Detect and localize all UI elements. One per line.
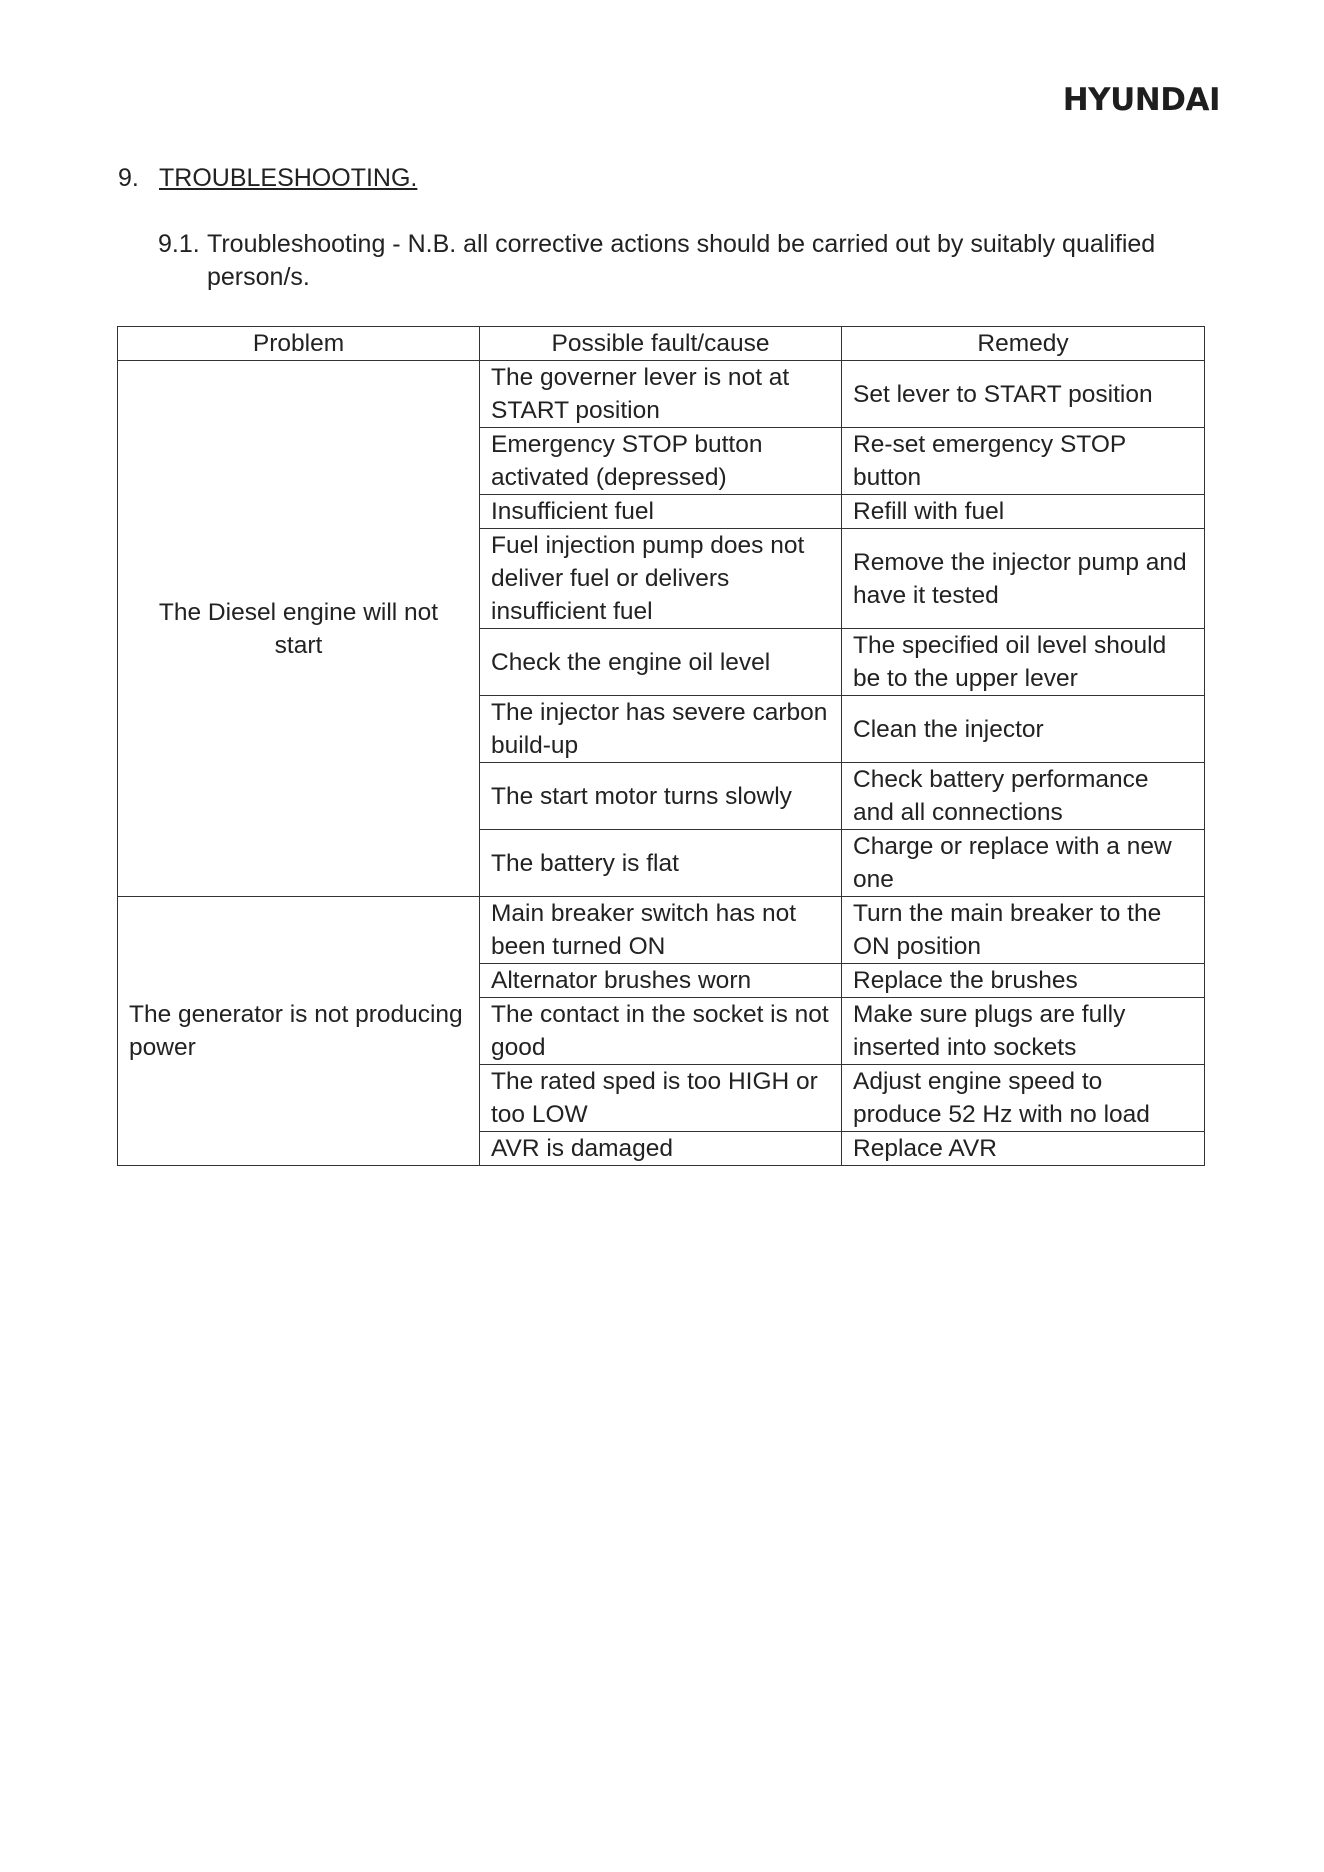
subsection-paragraph bbox=[158, 228, 1198, 294]
header-remedy: Remedy bbox=[842, 327, 1205, 361]
cause-cell: The injector has severe carbon build-up bbox=[480, 696, 842, 763]
remedy-cell: Re-set emergency STOP button bbox=[842, 428, 1205, 495]
remedy-cell: Set lever to START position bbox=[842, 361, 1205, 428]
subsection-text: Troubleshooting - N.B. all corrective actions should be carried out by suitably qualified person/s. bbox=[207, 230, 1156, 291]
header-cause: Possible fault/cause bbox=[480, 327, 842, 361]
remedy-cell: Make sure plugs are fully inserted into sockets bbox=[842, 998, 1205, 1065]
remedy-cell: Adjust engine speed to produce 52 Hz with no load bbox=[842, 1065, 1205, 1132]
remedy-cell: The specified oil level should be to the upper lever bbox=[842, 629, 1205, 696]
remedy-cell: Replace AVR bbox=[842, 1132, 1205, 1166]
table-header-row bbox=[118, 327, 1205, 361]
cause-cell: The battery is flat bbox=[480, 830, 842, 897]
brand-logo: HYUNDAI bbox=[1062, 82, 1220, 118]
cause-cell: The start motor turns slowly bbox=[480, 763, 842, 830]
cause-cell: Insufficient fuel bbox=[480, 495, 842, 529]
remedy-cell: Remove the injector pump and have it tested bbox=[842, 529, 1205, 629]
cause-cell: The contact in the socket is not good bbox=[480, 998, 842, 1065]
cause-cell: Check the engine oil level bbox=[480, 629, 842, 696]
cause-cell: AVR is damaged bbox=[480, 1132, 842, 1166]
cause-cell: Alternator brushes worn bbox=[480, 964, 842, 998]
section-heading bbox=[118, 164, 417, 193]
table-row bbox=[118, 897, 1205, 964]
section-number: 9. bbox=[118, 164, 139, 192]
section-title: TROUBLESHOOTING. bbox=[159, 164, 418, 192]
cause-cell: Fuel injection pump does not deliver fuel or delivers insufficient fuel bbox=[480, 529, 842, 629]
subsection-number: 9.1. bbox=[158, 230, 200, 258]
remedy-cell: Replace the brushes bbox=[842, 964, 1205, 998]
header-problem: Problem bbox=[118, 327, 480, 361]
remedy-cell: Charge or replace with a new one bbox=[842, 830, 1205, 897]
cause-cell: Emergency STOP button activated (depressed) bbox=[480, 428, 842, 495]
remedy-cell: Refill with fuel bbox=[842, 495, 1205, 529]
remedy-cell: Clean the injector bbox=[842, 696, 1205, 763]
remedy-cell: Turn the main breaker to the ON position bbox=[842, 897, 1205, 964]
table-row bbox=[118, 361, 1205, 428]
cause-cell: Main breaker switch has not been turned ON bbox=[480, 897, 842, 964]
troubleshooting-table bbox=[117, 326, 1205, 1166]
problem-cell: The Diesel engine will not start bbox=[118, 361, 480, 897]
remedy-cell: Check battery performance and all connections bbox=[842, 763, 1205, 830]
problem-cell: The generator is not producing power bbox=[118, 897, 480, 1166]
cause-cell: The governer lever is not at START position bbox=[480, 361, 842, 428]
cause-cell: The rated sped is too HIGH or too LOW bbox=[480, 1065, 842, 1132]
